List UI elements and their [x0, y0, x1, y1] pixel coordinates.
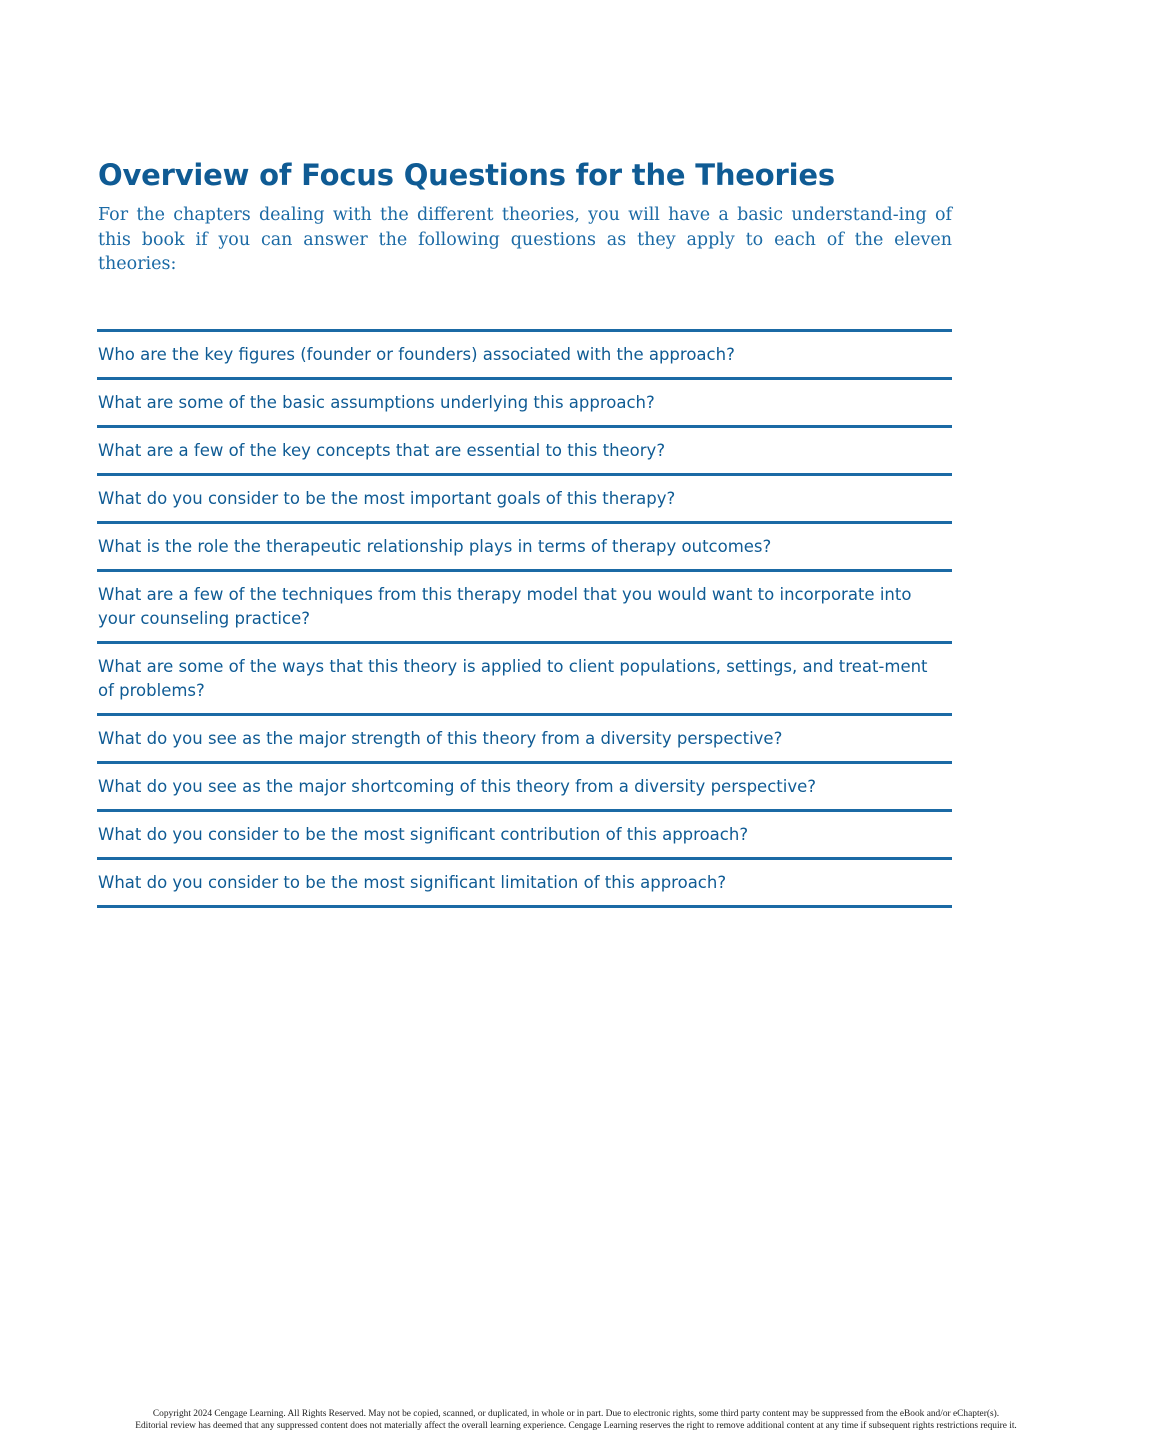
question-row: [97, 812, 952, 860]
focus-questions-list: [97, 329, 952, 908]
question-text: What do you consider to be the most significant limitation of this approach?: [98, 872, 727, 892]
question-text: What are a few of the key concepts that are essential to this theory?: [98, 440, 666, 460]
question-text: What are a few of the techniques from this therapy model that you would want to incorporate into your counseling practice?: [98, 584, 912, 628]
question-row: [97, 572, 952, 644]
question-text: What do you consider to be the most significant contribution of this approach?: [98, 824, 749, 844]
question-text: What is the role the therapeutic relationship plays in terms of therapy outcomes?: [98, 536, 772, 556]
question-text: What are some of the ways that this theory is applied to client populations, settings, and treat-ment of problems?: [98, 656, 928, 700]
question-text: What do you see as the major strength of this theory from a diversity perspective?: [98, 728, 783, 748]
question-row: [97, 476, 952, 524]
question-row: [97, 716, 952, 764]
copyright-footer: [60, 1408, 1092, 1432]
question-text: Who are the key figures (founder or founders) associated with the approach?: [98, 344, 735, 364]
page-title: Overview of Focus Questions for the Theories: [98, 158, 835, 192]
question-text: What do you see as the major shortcoming of this theory from a diversity perspective?: [98, 776, 816, 796]
copyright-line-1: Copyright 2024 Cengage Learning. All Rights Reserved. May not be copied, scanned, or duplicated, in whole or in part. Due to electronic rights, some third party content may be suppressed from the eBook and/or eChapter(s).: [152, 1409, 1000, 1419]
question-text: What are some of the basic assumptions underlying this approach?: [98, 392, 655, 412]
question-row: [97, 380, 952, 428]
question-row: [97, 644, 952, 716]
question-row: [97, 860, 952, 908]
question-text: What do you consider to be the most important goals of this therapy?: [98, 488, 676, 508]
intro-paragraph: For the chapters dealing with the different theories, you will have a basic understand-ing of this book if you can answer the following questions as they apply to each of the eleven theories:: [98, 205, 952, 274]
question-row: [97, 764, 952, 812]
question-row: [97, 428, 952, 476]
copyright-line-2: Editorial review has deemed that any suppressed content does not materially affect the overall learning experience. Cengage Learning reserves the right to remove additional content at any time if subsequent rights restrictions require it.: [135, 1421, 1017, 1431]
question-row: [97, 332, 952, 380]
question-row: [97, 524, 952, 572]
